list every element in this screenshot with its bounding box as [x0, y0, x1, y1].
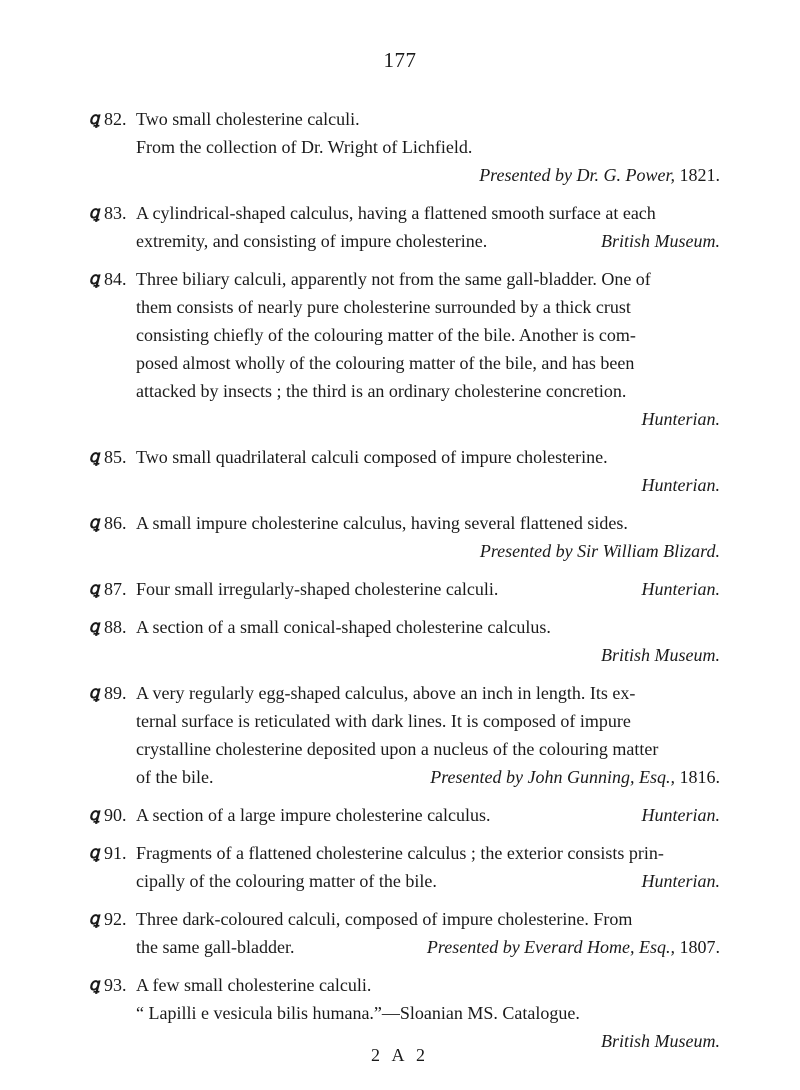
entry-last-line: cipally of the colouring matter of the bile.	[136, 871, 437, 891]
entry-line: Two small quadrilateral calculi composed of impure cholesterine.	[136, 447, 608, 467]
entry-line: A cylindrical-shaped calculus, having a flattened smooth surface at each	[136, 203, 656, 223]
entry-credit: Hunterian.	[641, 409, 720, 429]
catalogue-entry	[0, 443, 800, 499]
entry-last-line: extremity, and consisting of impure cholesterine.	[136, 231, 488, 251]
specimen-marker: ꝗ	[88, 269, 100, 288]
entry-line: A very regularly egg-shaped calculus, above an inch in length. Its ex-	[136, 683, 636, 703]
entry-last-line: of the bile.	[136, 767, 214, 787]
credit-text: Presented by Dr. G. Power,	[479, 165, 675, 185]
signature-mark: 2 A 2	[370, 1045, 429, 1065]
entry-line: Three biliary calculi, apparently not from the same gall-bladder. One of	[136, 269, 651, 289]
entry-line: ternal surface is reticulated with dark lines. It is composed of impure	[136, 711, 631, 731]
catalogue-entry	[0, 575, 800, 603]
catalogue-entry	[0, 679, 800, 791]
entry-line: posed almost wholly of the colouring matter of the bile, and has been	[136, 353, 635, 373]
catalogue-entry	[0, 839, 800, 895]
specimen-marker: ꝗ	[88, 203, 100, 222]
entry-number: 82.	[104, 109, 127, 129]
specimen-marker: ꝗ	[88, 975, 100, 994]
entry-line: “ Lapilli e vesicula bilis humana.”—Sloanian MS. Catalogue.	[136, 1003, 580, 1023]
catalogue-entry	[0, 509, 800, 565]
entry-credit: British Museum.	[601, 1031, 720, 1051]
entry-number: 90.	[104, 805, 127, 825]
entry-last-line: the same gall-bladder.	[136, 937, 295, 957]
specimen-marker: ꝗ	[88, 909, 100, 928]
entry-credit: Hunterian.	[641, 579, 720, 599]
entry-line: A section of a small conical-shaped cholesterine calculus.	[136, 617, 551, 637]
specimen-marker: ꝗ	[88, 843, 100, 862]
entry-credit: Presented by Sir William Blizard.	[479, 541, 720, 561]
entry-line: Three dark-coloured calculi, composed of impure cholesterine. From	[136, 909, 633, 929]
entry-line: From the collection of Dr. Wright of Lichfield.	[136, 137, 473, 157]
entry-line: consisting chiefly of the colouring matter of the bile. Another is com-	[136, 325, 636, 345]
catalogue-entry	[0, 265, 800, 433]
catalogue-entry	[0, 971, 800, 1055]
entry-number: 93.	[104, 975, 127, 995]
entry-number: 88.	[104, 617, 127, 637]
catalogue-entry	[0, 801, 800, 829]
specimen-marker: ꝗ	[88, 805, 100, 824]
credit-text: Presented by John Gunning, Esq.,	[430, 767, 675, 787]
catalogue-entry	[0, 105, 800, 189]
specimen-marker: ꝗ	[88, 683, 100, 702]
specimen-marker: ꝗ	[88, 513, 100, 532]
entry-number: 89.	[104, 683, 127, 703]
entry-credit: British Museum.	[601, 231, 720, 251]
catalogue-entry	[0, 905, 800, 961]
entry-line: crystalline cholesterine deposited upon a nucleus of the colouring matter	[136, 739, 659, 759]
entry-credit: Hunterian.	[641, 475, 720, 495]
entry-last-line: A section of a large impure cholesterine calculus.	[136, 805, 491, 825]
credit-text: Presented by Everard Home, Esq.,	[426, 937, 675, 957]
credit-year: 1821.	[679, 165, 720, 185]
catalogue-entry	[0, 199, 800, 255]
entry-number: 92.	[104, 909, 127, 929]
entry-line: them consists of nearly pure cholesterine surrounded by a thick crust	[136, 297, 631, 317]
specimen-marker: ꝗ	[88, 579, 100, 598]
entry-line: attacked by insects ; the third is an ordinary cholesterine concretion.	[136, 381, 627, 401]
entry-number: 91.	[104, 843, 127, 863]
entry-credit	[136, 161, 720, 189]
entry-credit	[427, 933, 720, 961]
entry-number: 84.	[104, 269, 127, 289]
entry-credit: Hunterian.	[641, 805, 720, 825]
catalogue-entry	[0, 613, 800, 669]
entry-number: 86.	[104, 513, 127, 533]
entry-line: Two small cholesterine calculi.	[136, 109, 360, 129]
entry-credit: Hunterian.	[641, 871, 720, 891]
specimen-marker: ꝗ	[88, 447, 100, 466]
entry-last-line: Four small irregularly-shaped cholesterine calculi.	[136, 579, 499, 599]
entry-line: Fragments of a flattened cholesterine calculus ; the exterior consists prin-	[136, 843, 664, 863]
entry-line: A small impure cholesterine calculus, having several flattened sides.	[136, 513, 628, 533]
page-number: 177	[383, 48, 417, 72]
specimen-marker: ꝗ	[88, 617, 100, 636]
entry-credit	[430, 763, 720, 791]
credit-year: 1816.	[679, 767, 720, 787]
entry-credit: British Museum.	[601, 645, 720, 665]
entry-line: A few small cholesterine calculi.	[136, 975, 372, 995]
specimen-marker: ꝗ	[88, 109, 100, 128]
credit-year: 1807.	[679, 937, 720, 957]
catalogue-entries	[0, 105, 800, 1065]
entry-number: 85.	[104, 447, 127, 467]
entry-number: 83.	[104, 203, 127, 223]
entry-number: 87.	[104, 579, 127, 599]
